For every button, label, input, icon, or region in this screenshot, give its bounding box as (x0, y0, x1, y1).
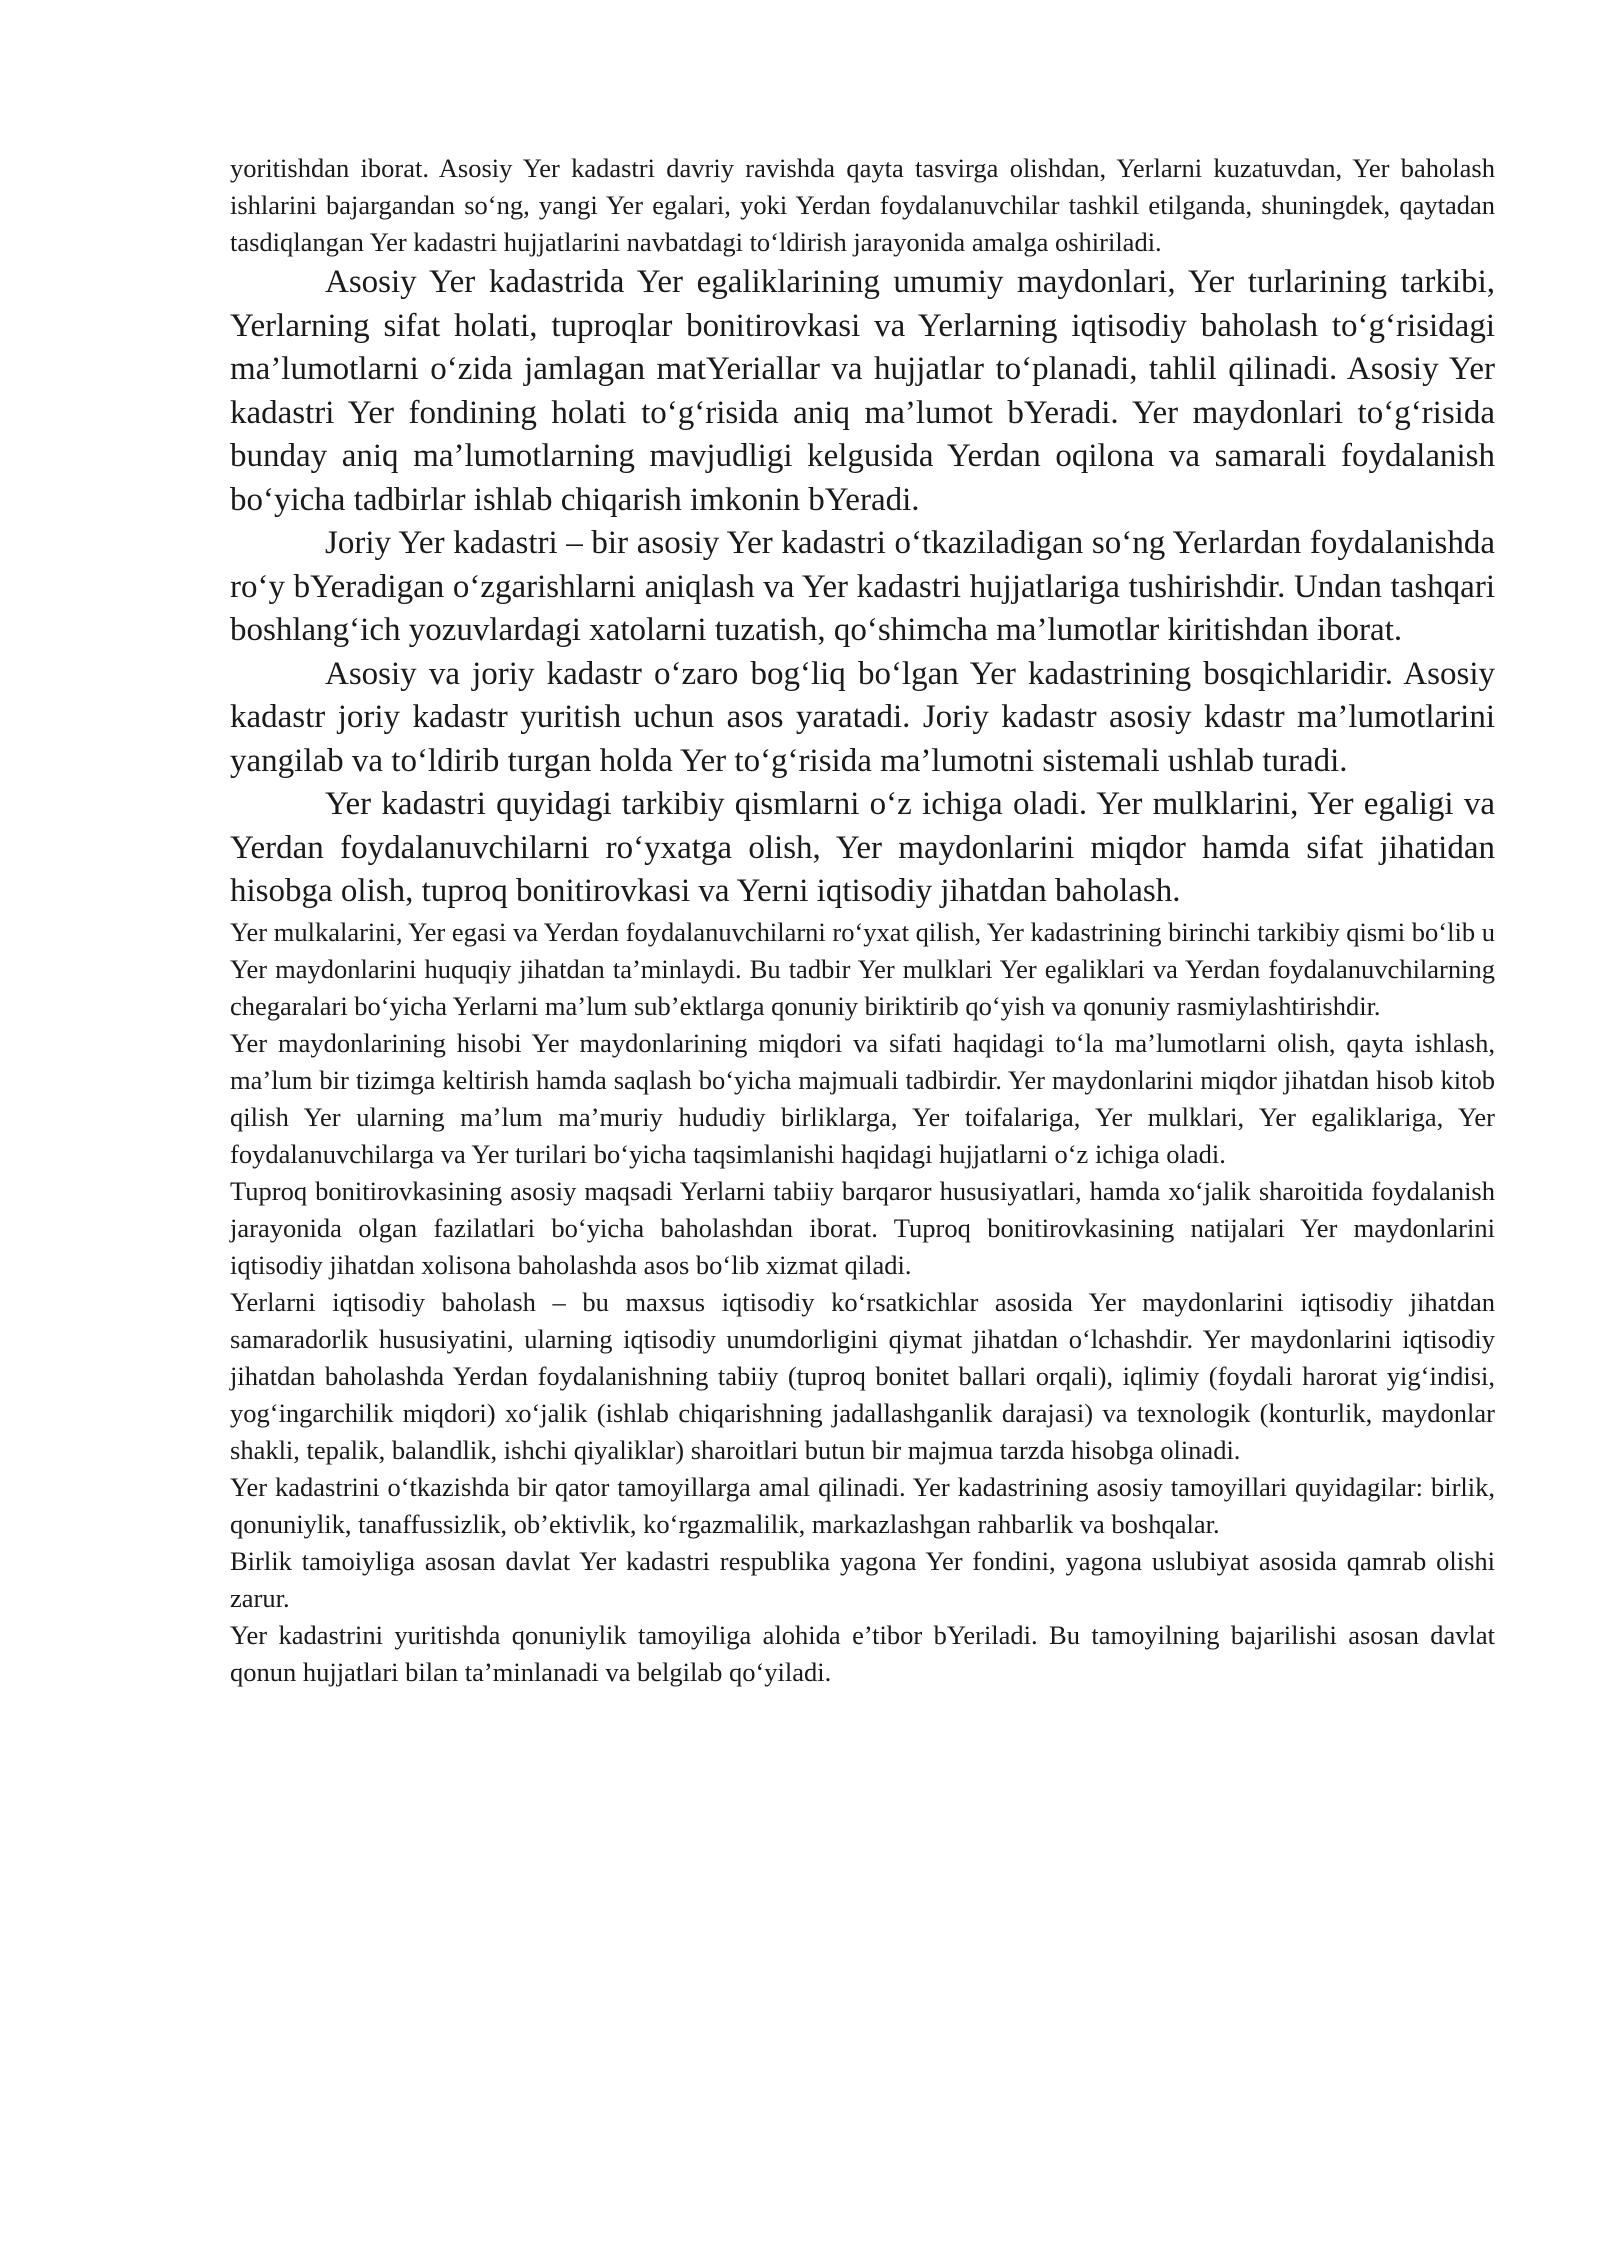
paragraph-bonitirovka: Tuproq bonitirovkasining asosiy maqsadi Yerlarni tabiiy barqaror hususiyatlari, hamda xo‘jalik sharoitida foydalanish jarayonida olgan fazilatlari bo‘yicha baholashdan iborat. Tuproq bonitirovkasining natijalari Yer maydonlarini iqtisodiy jihatdan xolisona baholashda asos bo‘lib xizmat qiladi. (230, 1175, 1495, 1280)
paragraph-bosqichlar: Asosiy va joriy kadastr o‘zaro bog‘liq bo‘lgan Yer kadastrining bosqichlaridir. Asosiy kadastr joriy kadastr yuritish uchun asos yaratadi. Joriy kadastr asosiy kdastr ma’lumotlarini yangilab va to‘ldirib turgan holda Yer to‘g‘risida ma’lumotni sistemali ushlab turadi. (230, 655, 1495, 779)
paragraph-hisob: Yer maydonlarining hisobi Yer maydonlarining miqdori va sifati haqidagi to‘la ma’lumotlarni olish, qayta ishlash, ma’lum bir tizimga keltirish hamda saqlash bo‘yicha majmuali tadbirdir. Yer maydonlarini miqdor jihatdan hisob kitob qilish Yer ularning ma’lum ma’muriy hududiy birliklarga, Yer toifalariga, Yer mulklari, Yer egaliklariga, Yer foydalanuvchilarga va Yer turilari bo‘yicha taqsimlanishi haqidagi hujjatlarni o‘z ichiga oladi. (230, 1027, 1495, 1169)
paragraph-asosiy-kadastr: Asosiy Yer kadastrida Yer egaliklarining umumiy maydonlari, Yer turlarining tarkibi, Yerlarning sifat holati, tuproqlar bonitirovkasi va Yerlarning iqtisodiy baholash to‘g‘risidagi ma’lumotlarni o‘zida jamlagan matYeriallar va hujjatlar to‘planadi, tahlil qilinadi. Asosiy Yer kadastri Yer fondining holati to‘g‘risida aniq ma’lumot bYeradi. Yer maydonlari to‘g‘risida bunday aniq ma’lumotlarning mavjudligi kelgusida Yerdan oqilona va samarali foydalanish bo‘yicha tadbirlar ishlab chiqarish imkonin bYeradi. (230, 264, 1495, 518)
paragraph-qonuniylik: Yer kadastrini yuritishda qonuniylik tamoyiliga alohida e’tibor bYeriladi. Bu tamoyilning bajarilishi asosan davlat qonun hujjatlari bilan ta’minlanadi va belgilab qo‘yiladi. (230, 1619, 1495, 1687)
paragraph-continuation: yoritishdan iborat. Asosiy Yer kadastri davriy ravishda qayta tasvirga olishdan, Yerlarni kuzatuvdan, Yer baholash ishlarini bajargandan so‘ng, yangi Yer egalari, yoki Yerdan foydalanuvchilar tashkil etilganda, shuningdek, qaytadan tasdiqlangan Yer kadastri hujjatlarini navbatdagi to‘ldirish jarayonida amalga oshiriladi. (230, 153, 1495, 257)
paragraph-royxat: Yer mulkalarini, Yer egasi va Yerdan foydalanuvchilarni ro‘yxat qilish, Yer kadastrining birinchi tarkibiy qismi bo‘lib u Yer maydonlarini huquqiy jihatdan ta’minlaydi. Bu tadbir Yer mulklari Yer egaliklari va Yerdan foydalanuvchilarning chegaralari bo‘yicha Yerlarni ma’lum sub’ektlarga qonuniy biriktirib qo‘yish va qonuniy rasmiylashtirishdir. (230, 916, 1495, 1021)
paragraph-tarkibiy-qismlar: Yer kadastri quyidagi tarkibiy qismlarni o‘z ichiga oladi. Yer mulklarini, Yer egaligi va Yerdan foydalanuvchilarni ro‘yxatga olish, Yer maydonlarini miqdor hamda sifat jihatidan hisobga olish, tuproq bonitirovkasi va Yerni iqtisodiy jihatdan baholash. (230, 786, 1495, 909)
paragraph-iqtisodiy-baholash: Yerlarni iqtisodiy baholash – bu maxsus iqtisodiy ko‘rsatkichlar asosida Yer maydonlarini iqtisodiy jihatdan samaradorlik hususiyatini, ularning iqtisodiy unumdorligini qiymat jihatdan o‘lchashdir. Yer maydonlarini iqtisodiy jihatdan baholashda Yerdan foydalanishning tabiiy (tuproq bonitet ballari orqali), iqlimiy (foydali harorat yig‘indisi, yog‘ingarchilik miqdori) xo‘jalik (ishlab chiqarishning jadallashganlik darajasi) va texnologik (konturlik, maydonlar shakli, tepalik, balandlik, ishchi qiyaliklar) sharoitlari butun bir majmua tarzda hisobga olinadi. (230, 1286, 1495, 1465)
paragraph-tamoyillar: Yer kadastrini o‘tkazishda bir qator tamoyillarga amal qilinadi. Yer kadastrining asosiy tamoyillari quyidagilar: birlik, qonuniylik, tanaffussizlik, ob’ektivlik, ko‘rgazmalilik, markazlashgan rahbarlik va boshqalar. (230, 1471, 1495, 1539)
document-page (230, 150, 1495, 1691)
paragraph-birlik: Birlik tamoiyliga asosan davlat Yer kadastri respublika yagona Yer fondini, yagona uslubiyat asosida qamrab olishi zarur. (230, 1545, 1495, 1613)
paragraph-joriy-kadastr: Joriy Yer kadastri – bir asosiy Yer kadastri o‘tkaziladigan so‘ng Yerlardan foydalanishda ro‘y bYeradigan o‘zgarishlarni aniqlash va Yer kadastri hujjatlariga tushirishdir. Undan tashqari boshlang‘ich yozuvlardagi xatolarni tuzatish, qo‘shimcha ma’lumotlar kiritishdan iborat. (230, 525, 1495, 648)
